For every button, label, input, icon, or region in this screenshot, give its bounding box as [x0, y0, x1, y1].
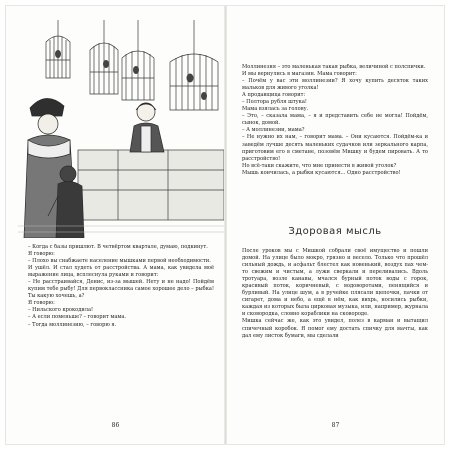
left-page-text: – Когда с базы пришлют. В четвёртом квартале, думаю, подкинут. Я говорю: – Плохо вы снабжаете население мышками первой необходимости. И ушёл. И стал худеть от расстройства. А мама, как увидела моё выражение лица, всплеснула руками и говорит: – Не расстраивайся, Денис, из-за мышей. Нету и не надо! Пойдём купим тебе рыбу! Для первоклассника самое хорошее дело – рыбка! Ты какую хочешь, а? Я говорю: – Нильского крокодила! – А если поменьше? – говорит мама. – Тогда моллинезию, – говорю я.	[28, 244, 214, 328]
right-page-text-top: Моллинезия – это маленькая такая рыбка, величиной с полспички. И мы вернулись в магазин. Мама говорит: – Почём у вас эти моллинезии? Я хочу купить десяток таких мальков для живого уголка! А продавщица говорит: – Полтора рубля штука! Мама взялась за голову. – Это, – сказала мама, – я и представить себе не могла! Пойдём, сынок, домой. – А моллинезии, мама? – Не нужно их нам, – говорит мама. – Они кусаются. Пойдём-ка и заведём лучше десять маленьких судачков или зеркального карпа, приготовим его в сметане, позовём Мишку и будем пировать. А то расстройство! Но всё-таки скажите, что мне принести в живой уголок? Мышь кончилась, а рыбки кусаются... Одно расстройство!	[242, 64, 428, 176]
right-page-text-bottom: После уроков мы с Мишкой собрали своё имущество и пошли домой. На улице было мокро, грязно и весело. Только что прошёл сильный дождь, и асфальт блестел как новенький, воздух пах чем-то свежим и чистым, а лужи сверкали и переливались. Вдоль тротуара, возле канавы, мчался бурный поток воды с горок, красивый поток, коричневый, с водоворотами, пенящийся и бурливый. На улице шум, а в ручейке плясали щепочки, пачки от сигарет, дома и небо, а ещё в нём, как вихрь, носились рыбки, каждая из которых была цирковая музыка, или, например, журнала и сковородка, словно кораблики на сковороде. Мишка сейчас же, как это увидел, полез в карман и вытащил спичечный коробок. Я помог ему достать спичку для мачты, как дал ему листок бумаги, мы сделали	[242, 248, 428, 339]
book-spread	[6, 6, 444, 444]
right-page	[226, 6, 445, 444]
left-page	[6, 6, 225, 444]
page-number: 86	[111, 422, 120, 429]
chapter-heading: Здоровая мысль	[288, 226, 382, 237]
bird-shop-illustration-icon	[18, 20, 224, 238]
page-number: 87	[331, 422, 340, 429]
